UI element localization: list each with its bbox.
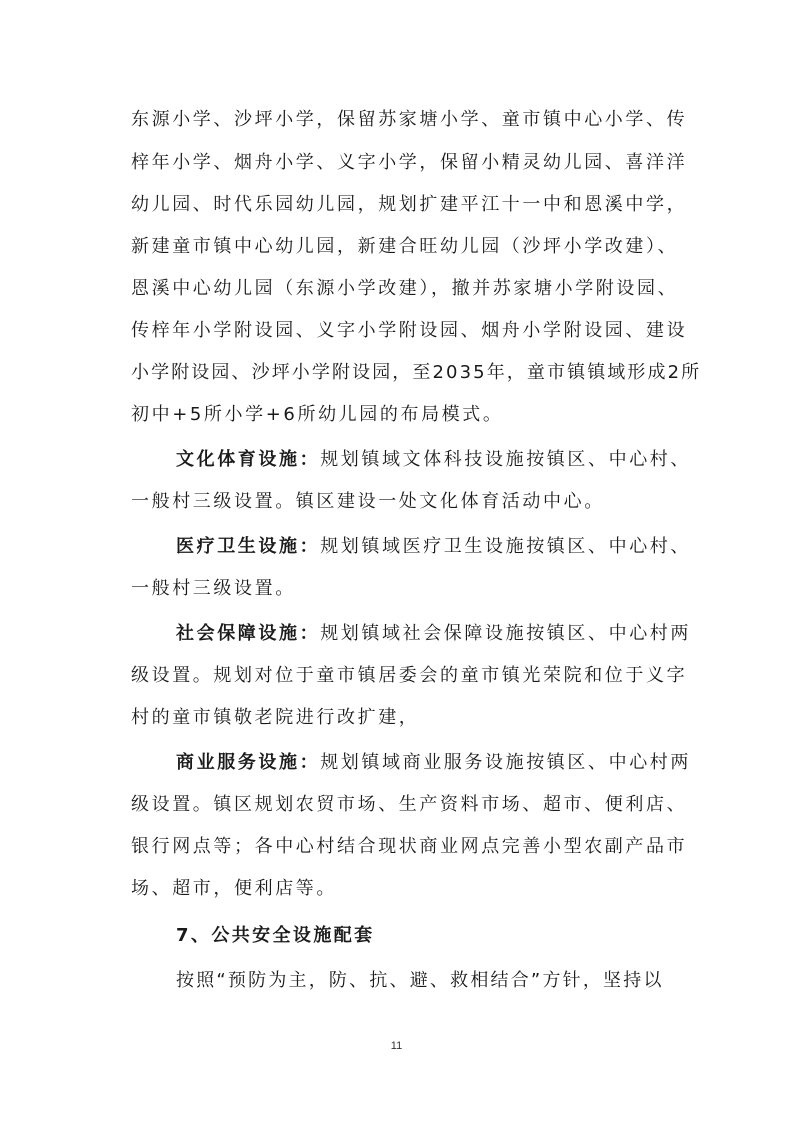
paragraph-line: 级设置。规划对位于童市镇居委会的童市镇光荣院和位于义字	[131, 665, 688, 686]
paragraph-line: 梓年小学、烟舟小学、义字小学，保留小精灵幼儿园、喜洋洋	[131, 152, 688, 173]
culture-label: 文化体育设施：	[176, 449, 321, 470]
commerce-paragraph-first-line	[176, 751, 721, 775]
paragraph-line: 村的童市镇敬老院进行改扩建，	[131, 707, 420, 728]
paragraph-line: 东源小学、沙坪小学，保留苏家塘小学、童市镇中心小学、传	[131, 109, 688, 130]
paragraph-line: 场、超市，便利店等。	[131, 878, 337, 899]
paragraph-line: 恩溪中心幼儿园（东源小学改建），撤并苏家塘小学附设园、	[131, 278, 679, 299]
paragraph-line: 级设置。镇区规划农贸市场、生产资料市场、超市、便利店、	[131, 794, 688, 815]
medical-label: 医疗卫生设施：	[176, 536, 321, 557]
social-text: 规划镇域社会保障设施按镇区、中心村两	[320, 623, 692, 644]
paragraph-line: 小学附设园、沙坪小学附设园，至2035年，童市镇镇域形成2所	[131, 362, 702, 383]
medical-text: 规划镇域医疗卫生设施按镇区、中心村、	[320, 536, 692, 557]
culture-text: 规划镇域文体科技设施按镇区、中心村、	[320, 449, 692, 470]
paragraph-line: 按照“预防为主，防、抗、避、救相结合”方针，坚持以	[176, 970, 664, 991]
paragraph-line: 一般村三级设置。	[131, 578, 296, 599]
commerce-label: 商业服务设施：	[176, 752, 321, 773]
culture-paragraph-first-line	[176, 448, 721, 472]
commerce-text: 规划镇域商业服务设施按镇区、中心村两	[320, 752, 692, 773]
section-heading: 7、公共安全设施配套	[176, 925, 375, 946]
paragraph-line: 初中+5所小学+6所幼儿园的布局模式。	[131, 404, 504, 425]
paragraph-line: 传梓年小学附设园、义字小学附设园、烟舟小学附设园、建设	[131, 320, 688, 341]
social-paragraph-first-line	[176, 622, 721, 646]
paragraph-line: 新建童市镇中心幼儿园，新建合旺幼儿园（沙坪小学改建）、	[131, 236, 679, 257]
medical-paragraph-first-line	[176, 535, 721, 559]
paragraph-line: 幼儿园、时代乐园幼儿园，规划扩建平江十一中和恩溪中学，	[131, 194, 688, 215]
paragraph-line: 一般村三级设置。镇区建设一处文化体育活动中心。	[131, 491, 605, 512]
paragraph-line: 银行网点等；各中心村结合现状商业网点完善小型农副产品市	[131, 836, 688, 857]
page-number: 11	[390, 1040, 403, 1052]
social-label: 社会保障设施：	[176, 623, 321, 644]
